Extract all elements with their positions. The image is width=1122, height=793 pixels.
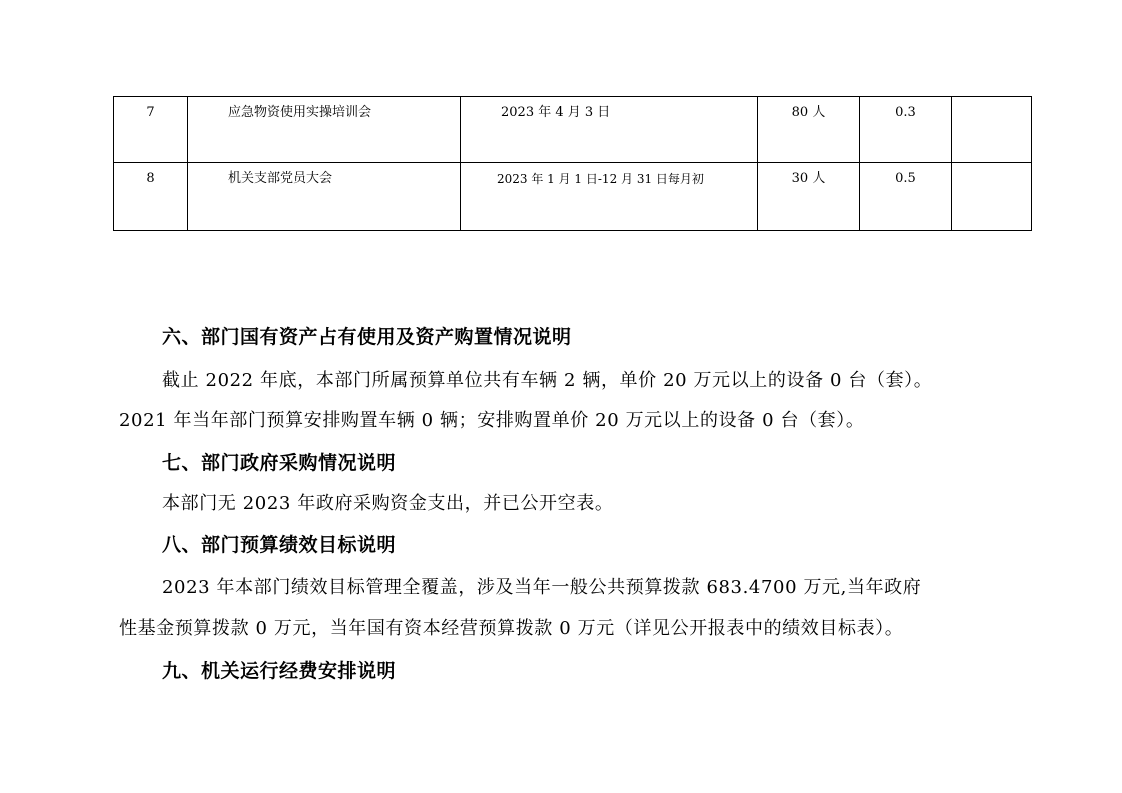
row-number: 7	[114, 97, 188, 163]
note-cell	[952, 163, 1032, 231]
meeting-date: 2023 年 1 月 1 日-12 月 31 日每月初	[497, 172, 704, 186]
note-cell	[952, 97, 1032, 163]
paragraph-line: 2021 年当年部门预算安排购置车辆 0 辆；安排购置单价 20 万元以上的设备 0 台（套）。	[119, 410, 865, 431]
row-number: 8	[114, 163, 188, 231]
paragraph-line: 截止 2022 年底，本部门所属预算单位共有车辆 2 辆，单价 20 万元以上的设备 0 台（套）。	[162, 370, 933, 391]
section-heading-performance: 八、部门预算绩效目标说明	[162, 534, 397, 556]
meeting-table	[113, 96, 1032, 231]
meeting-date: 2023 年 4 月 3 日	[501, 105, 611, 120]
section-heading-assets: 六、部门国有资产占有使用及资产购置情况说明	[162, 326, 572, 348]
table-row	[114, 97, 1032, 163]
section-heading-operating-funds: 九、机关运行经费安排说明	[162, 660, 397, 682]
section-heading-procurement: 七、部门政府采购情况说明	[162, 452, 397, 474]
paragraph-line: 性基金预算拨款 0 万元，当年国有资本经营预算拨款 0 万元（详见公开报表中的绩效目标表）。	[119, 618, 904, 639]
meeting-name: 机关支部党员大会	[188, 163, 461, 231]
budget-amount: 0.3	[860, 97, 952, 163]
attendee-count: 80 人	[758, 97, 860, 163]
paragraph-line: 2023 年本部门绩效目标管理全覆盖，涉及当年一般公共预算拨款 683.4700 万元,当年政府	[162, 577, 922, 598]
meeting-name: 应急物资使用实操培训会	[188, 97, 461, 163]
paragraph-line: 本部门无 2023 年政府采购资金支出，并已公开空表。	[162, 493, 614, 514]
table-row	[114, 163, 1032, 231]
attendee-count: 30 人	[758, 163, 860, 231]
budget-amount: 0.5	[860, 163, 952, 231]
